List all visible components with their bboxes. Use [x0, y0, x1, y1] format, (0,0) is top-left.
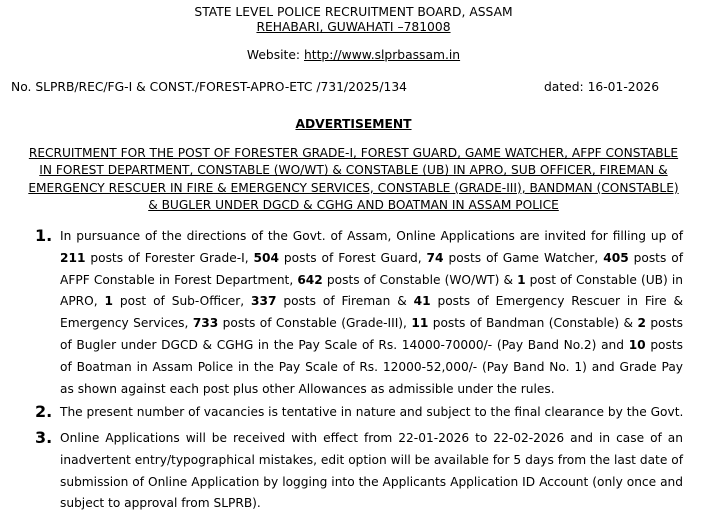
subject-heading	[11, 145, 696, 215]
item-line: of Bugler under DGCD & CGHG in the Pay Scale of Rs. 14000-70000/- (Pay Band No.2) and 10 posts	[60, 337, 683, 352]
item-line: Emergency Services, 733 posts of Constable (Grade-III), 11 posts of Bandman (Constable) & 2 posts	[60, 316, 683, 331]
item-line: subject to approval from SLPRB).	[60, 496, 261, 511]
item-line: The present number of vacancies is tentative in nature and subject to the final clearance by the Govt.	[60, 405, 684, 419]
advertisement-title	[0, 116, 707, 132]
subject-line: EMERGENCY RESCUER IN FIRE & EMERGENCY SERVICES, CONSTABLE (GRADE-III), BANDMAN (CONSTABLE)	[28, 180, 679, 195]
org-name: STATE LEVEL POLICE RECRUITMENT BOARD, ASSAM	[194, 5, 513, 19]
item-line: AFPF Constable in Forest Department, 642 posts of Constable (WO/WT) & 1 post of Constable (UB) in	[60, 272, 684, 287]
item-line: In pursuance of the directions of the Govt. of Assam, Online Applications are invited for filling up of	[60, 229, 683, 243]
item-number: 1.	[35, 226, 53, 245]
item-line: of Boatman in Assam Police in the Pay Scale of Rs. 12000-52,000/- (Pay Band No. 1) and Grade Pay	[60, 359, 683, 374]
org-address	[0, 19, 707, 35]
website-link[interactable]: http://www.slprbassam.in	[303, 48, 461, 62]
item-line: inadvertent entry/typographical mistakes, edit option will be available for 5 days from the last date of	[60, 452, 683, 467]
item-line: Online Applications will be received with effect from 22-01-2026 to 22-02-2026 and in case of an	[60, 431, 683, 445]
reference-date: dated: 16-01-2026	[544, 80, 660, 94]
reference-number: No. SLPRB/REC/FG-I & CONST./FOREST-APRO-ETC /731/2025/134	[11, 80, 407, 94]
website-label: Website:	[246, 48, 304, 62]
subject-line: & BUGLER UNDER DGCD & CGHG AND BOATMAN IN ASSAM POLICE	[148, 198, 559, 213]
website-line	[0, 47, 707, 63]
advertisement-title-text: ADVERTISEMENT	[295, 117, 412, 131]
item-number: 2.	[35, 402, 53, 421]
item-text	[60, 428, 683, 515]
org-address-text: REHABARI, GUWAHATI –781008	[256, 20, 451, 34]
item-line: submission of Online Application by logging into the Applicants Application ID Account (only once and	[60, 474, 683, 489]
item-line: 211 posts of Forester Grade-I, 504 posts of Forest Guard, 74 posts of Game Watcher, 405 posts of	[60, 250, 684, 265]
item-line: APRO, 1 post of Sub-Officer, 337 posts of Fireman & 41 posts of Emergency Rescuer in Fire &	[60, 294, 684, 309]
item-line: as shown against each post plus other Allowances as admissible under the rules.	[60, 381, 555, 396]
item-number: 3.	[35, 428, 53, 447]
item-text	[60, 402, 683, 424]
subject-line: IN FOREST DEPARTMENT, CONSTABLE (WO/WT) & CONSTABLE (UB) IN APRO, SUB OFFICER, FIREMAN &	[39, 163, 668, 178]
subject-line: RECRUITMENT FOR THE POST OF FORESTER GRADE-I, FOREST GUARD, GAME WATCHER, AFPF CONSTABLE	[28, 146, 679, 160]
item-text	[60, 226, 683, 400]
